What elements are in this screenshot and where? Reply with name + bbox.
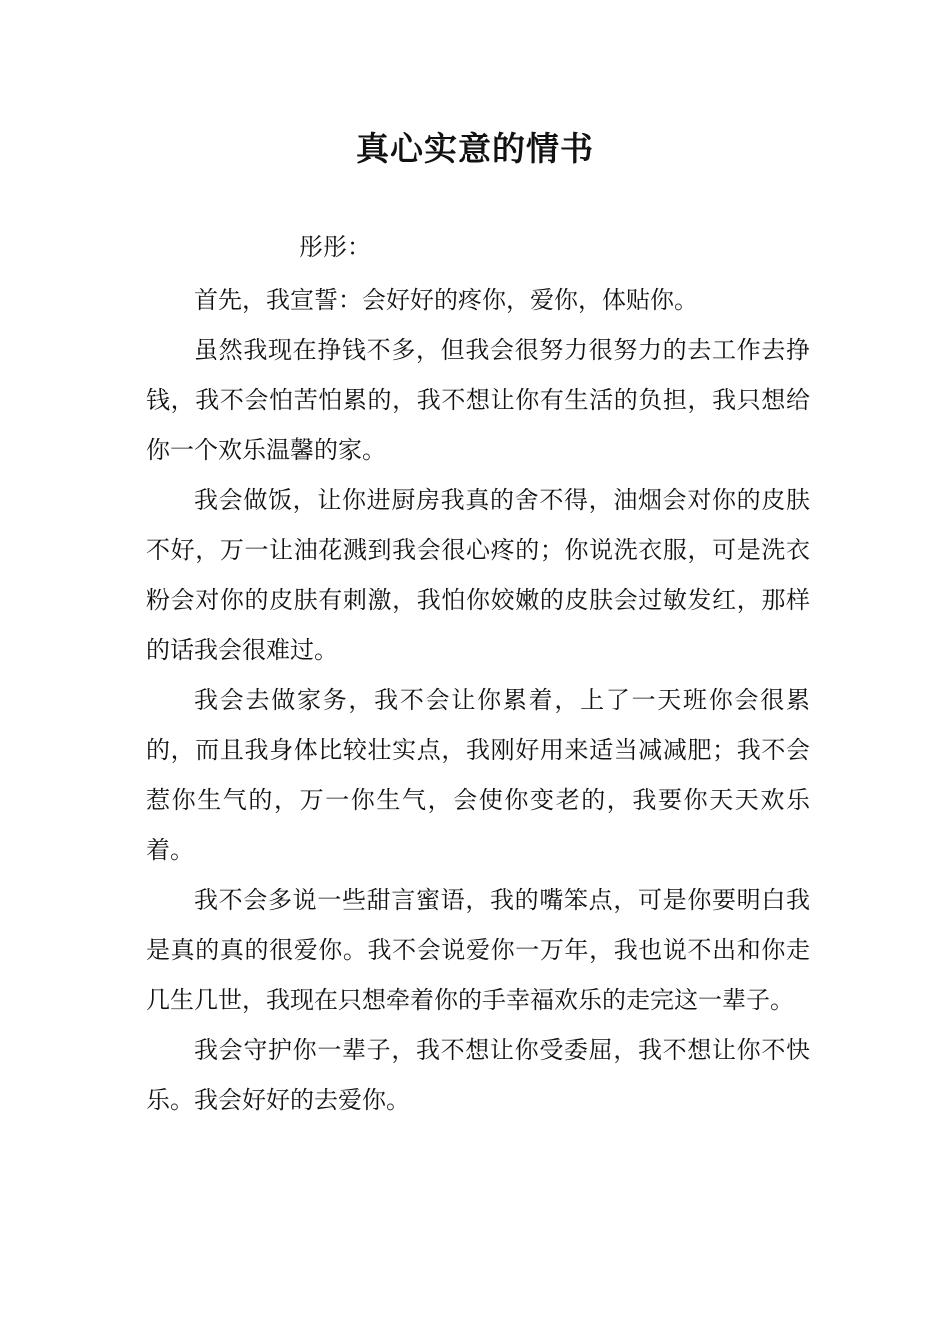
paragraph: 虽然我现在挣钱不多，但我会很努力很努力的去工作去挣钱，我不会怕苦怕累的，我不想让你有生活的负担，我只想给你一个欢乐温馨的家。	[146, 336, 810, 464]
letter-body	[146, 275, 810, 1125]
paragraph: 我会守护你一辈子，我不想让你受委屈，我不想让你不快乐。我会好好的去爱你。	[146, 1036, 810, 1114]
paragraph: 我会做饭，让你进厨房我真的舍不得，油烟会对你的皮肤不好，万一让油花溅到我会很心疼的；你说洗衣服，可是洗衣粉会对你的皮肤有刺激，我怕你姣嫩的皮肤会过敏发红，那样的话我会很难过。	[146, 486, 810, 664]
paragraph: 首先，我宣誓：会好好的疼你，爱你，体贴你。	[194, 286, 698, 314]
paragraph: 我不会多说一些甜言蜜语，我的嘴笨点，可是你要明白我是真的真的很爱你。我不会说爱你一万年，我也说不出和你走几生几世，我现在只想牵着你的手幸福欢乐的走完这一辈子。	[146, 886, 810, 1014]
paragraph: 我会去做家务，我不会让你累着，上了一天班你会很累的，而且我身体比较壮实点，我刚好用来适当减减肥；我不会惹你生气的，万一你生气，会使你变老的，我要你天天欢乐着。	[146, 686, 810, 864]
salutation: 彤彤：	[299, 233, 371, 261]
document-title: 真心实意的情书	[356, 129, 594, 168]
